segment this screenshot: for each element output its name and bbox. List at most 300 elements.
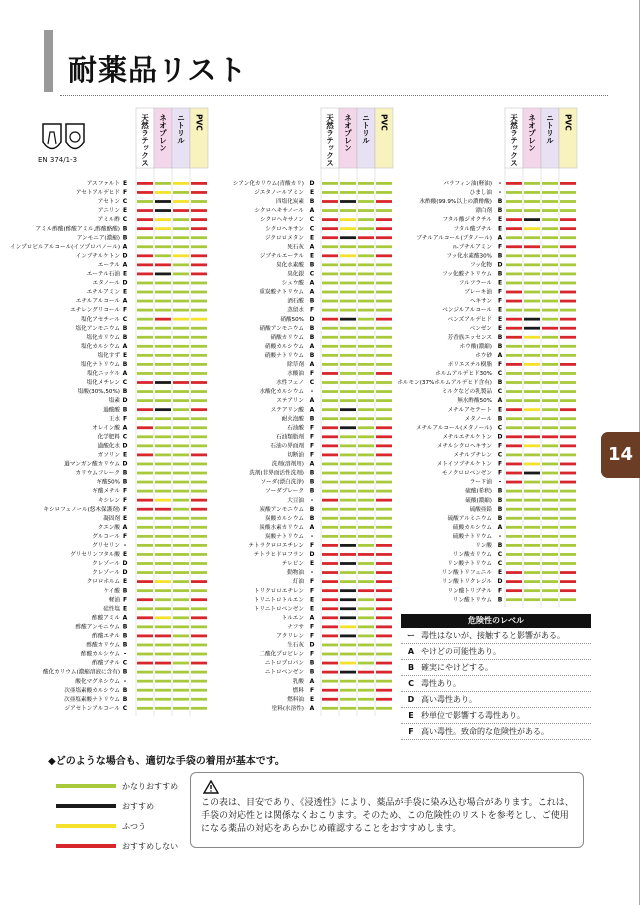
chemical-name: 硫酸ナトリウム <box>452 533 492 540</box>
rating-bar <box>173 689 189 692</box>
rating-bar <box>376 481 392 484</box>
column-header-label: ニトリル <box>176 114 186 144</box>
rating-bar <box>524 444 540 447</box>
rating-bar <box>137 263 153 266</box>
rating-bar <box>191 698 207 701</box>
rating-bar <box>137 553 153 556</box>
rating-bar <box>358 607 374 610</box>
rating-bar <box>524 417 540 420</box>
rating-bar <box>322 580 338 583</box>
rating-bar <box>358 598 374 601</box>
rating-bar <box>191 499 207 502</box>
rating-bar <box>173 363 189 366</box>
rating-bar <box>506 417 522 420</box>
rating-bar <box>322 309 338 312</box>
chemical-name: ベンジルアルコール <box>442 307 492 314</box>
chemical-name: エーテル <box>97 262 120 269</box>
rating-bar <box>358 653 374 656</box>
rating-bar <box>506 580 522 583</box>
rating-bar <box>506 200 522 203</box>
danger-level-code: A <box>309 342 315 350</box>
rating-bar <box>155 598 171 601</box>
rating-bar <box>376 263 392 266</box>
rating-bar <box>376 191 392 194</box>
rating-bar <box>173 490 189 493</box>
rating-bar <box>524 291 540 294</box>
danger-level-code: F <box>497 288 503 296</box>
rating-bar <box>155 499 171 502</box>
rating-bar <box>322 327 338 330</box>
rating-bar <box>506 191 522 194</box>
chemical-name: ジクロロメタン <box>264 235 304 242</box>
danger-level-code: - <box>310 388 314 396</box>
rating-bar <box>358 191 374 194</box>
column-header-label: ニトリル <box>361 114 371 144</box>
chemical-name: ベンズアルデヒド <box>447 316 492 323</box>
danger-level-code: A <box>309 361 315 368</box>
rating-bar <box>542 444 558 447</box>
rating-swatch <box>56 804 116 808</box>
rating-bar <box>340 680 356 683</box>
chemical-name: 炭酸ナトリウム <box>264 533 304 540</box>
chemical-name: 四塩化炭素 <box>276 199 304 206</box>
rating-bar <box>191 625 207 628</box>
chemical-name: 無水酢酸50% <box>457 398 492 405</box>
chemical-name: 次亜塩素酸カルシウム <box>64 687 120 694</box>
chemical-name: 硅性塩 <box>103 606 120 613</box>
danger-level-code: - <box>310 532 314 540</box>
rating-bar <box>506 589 522 592</box>
rating-bar <box>137 625 153 628</box>
chemical-name: モノクロロベンゼン <box>441 470 492 477</box>
rating-bar <box>542 399 558 402</box>
rating-bar <box>542 490 558 493</box>
rating-bar <box>506 553 522 556</box>
rating-bar <box>137 227 153 230</box>
rating-bar <box>542 571 558 574</box>
danger-level-code: B <box>309 415 315 423</box>
rating-bar <box>322 372 338 375</box>
danger-level-code: - <box>498 532 502 540</box>
rating-bar <box>524 544 540 547</box>
danger-level-code: D <box>309 551 315 559</box>
rating-bar <box>191 218 207 221</box>
danger-level-code: C <box>497 388 503 396</box>
danger-level-code: A <box>122 243 128 251</box>
danger-level-code: F <box>497 297 503 305</box>
rating-bar <box>340 635 356 638</box>
rating-bar <box>524 435 540 438</box>
rating-bar <box>137 426 153 429</box>
rating-bar <box>506 209 522 212</box>
rating-bar <box>340 444 356 447</box>
rating-bar <box>506 381 522 384</box>
danger-level-code: B <box>122 469 128 477</box>
rating-bar <box>542 345 558 348</box>
chemical-name: クロロホルム <box>86 579 120 586</box>
danger-level-code: F <box>122 596 128 604</box>
rating-bar <box>322 336 338 339</box>
rating-bar <box>560 282 576 285</box>
danger-level-code: A <box>122 424 128 432</box>
rating-bar <box>542 472 558 475</box>
rating-bar <box>137 707 153 710</box>
rating-bar <box>560 463 576 466</box>
rating-bar <box>137 580 153 583</box>
rating-bar <box>506 182 522 185</box>
rating-bar <box>358 571 374 574</box>
rating-bar <box>322 273 338 276</box>
rating-bar <box>340 381 356 384</box>
rating-bar <box>376 399 392 402</box>
danger-level-code: C <box>122 659 128 667</box>
rating-swatch <box>56 844 116 848</box>
rating-bar <box>560 526 576 529</box>
rating-bar <box>376 553 392 556</box>
chemical-name: 耐火泡酸 <box>281 416 304 423</box>
chemical-name: クレゾール <box>92 561 120 568</box>
danger-level-code: E <box>497 225 503 233</box>
rating-bar <box>506 499 522 502</box>
danger-level-code: C <box>309 270 315 278</box>
rating-bar <box>524 282 540 285</box>
chemical-name: ベンゼン <box>469 325 492 332</box>
danger-level-code: E <box>309 560 315 568</box>
rating-bar <box>137 472 153 475</box>
rating-bar <box>358 472 374 475</box>
rating-bar <box>322 435 338 438</box>
chemical-name: 硫酸アルミニウム <box>447 515 492 522</box>
rating-bar <box>542 327 558 330</box>
rating-bar <box>155 300 171 303</box>
rating-bar <box>340 227 356 230</box>
chemical-name: テレビン <box>281 561 304 568</box>
rating-bar <box>191 653 207 656</box>
chemical-name: トルエン <box>281 615 304 622</box>
rating-bar <box>322 625 338 628</box>
rating-bar <box>340 273 356 276</box>
rating-bar <box>155 680 171 683</box>
chemical-name: ジアセトンアルコール <box>64 705 120 712</box>
rating-bar <box>155 616 171 619</box>
rating-bar <box>560 399 576 402</box>
rating-bar <box>191 399 207 402</box>
rating-bar <box>322 209 338 212</box>
rating-legend-row <box>56 816 186 836</box>
usage-note: ◆どのような場合も、適切な手袋の着用が基本です。 <box>48 756 285 767</box>
chemical-name: 過酸化水 <box>97 443 120 450</box>
rating-bar <box>560 209 576 212</box>
chemical-name: フタル酸ジオクチル <box>442 217 492 224</box>
rating-bar <box>542 291 558 294</box>
chemical-name: ソーダブレーク <box>265 488 304 495</box>
rating-bar <box>524 372 540 375</box>
rating-bar <box>376 345 392 348</box>
rating-bar <box>358 481 374 484</box>
chemical-name: 過マンガン酸カリウム <box>64 461 120 468</box>
rating-bar <box>137 562 153 565</box>
rating-bar <box>322 363 338 366</box>
rating-bar <box>358 707 374 710</box>
rating-bar <box>322 245 338 248</box>
rating-bar <box>560 218 576 221</box>
rating-bar <box>376 589 392 592</box>
rating-bar <box>560 300 576 303</box>
rating-bar <box>173 390 189 393</box>
rating-bar <box>173 508 189 511</box>
rating-bar <box>358 444 374 447</box>
danger-legend-text: 高い毒性あり。 <box>421 695 477 704</box>
danger-level-code: E <box>122 578 128 586</box>
rating-bar <box>542 598 558 601</box>
danger-level-code: C <box>122 379 128 387</box>
rating-bar <box>322 635 338 638</box>
rating-bar <box>542 227 558 230</box>
rating-bar <box>376 245 392 248</box>
chemical-name: 石油の界面剤 <box>270 443 304 450</box>
rating-bar <box>560 318 576 321</box>
rating-bar <box>376 463 392 466</box>
rating-bar <box>191 254 207 257</box>
danger-level-code: B <box>122 478 128 486</box>
danger-level-code: E <box>497 315 503 323</box>
column-header-label: 天然ラテックス <box>509 114 519 167</box>
chemical-name: キシロフェノール(悠木保護剤) <box>43 506 120 513</box>
danger-level-code: F <box>497 361 503 368</box>
column-header-label: ネオプレン <box>158 114 168 152</box>
danger-legend-row <box>401 628 591 644</box>
rating-bar <box>155 381 171 384</box>
rating-bar <box>191 535 207 538</box>
danger-legend-title: 危険性のレベル <box>401 614 591 628</box>
danger-level-code: B <box>309 478 315 486</box>
chemical-name: フッ化酸ナトリウム <box>442 271 492 278</box>
rating-bar <box>340 254 356 257</box>
rating-bar <box>542 589 558 592</box>
danger-level-code: B <box>122 388 128 396</box>
rating-legend-row <box>56 796 186 816</box>
rating-bar <box>542 282 558 285</box>
rating-bar <box>191 662 207 665</box>
rating-bar <box>358 417 374 420</box>
rating-bar <box>340 625 356 628</box>
chemical-name: 洗剤(非界面活性洗剤) <box>249 470 304 477</box>
danger-level-code: F <box>122 532 128 540</box>
rating-bar <box>524 318 540 321</box>
chemical-name: 硝酸カルシウム <box>265 343 304 350</box>
rating-bar <box>191 472 207 475</box>
danger-level-code: D <box>497 261 503 269</box>
rating-bar <box>137 191 153 194</box>
danger-level-code: B <box>497 542 503 549</box>
rating-label: かなりおすすめ <box>122 781 179 791</box>
danger-level-code: A <box>309 243 315 251</box>
rating-bar <box>155 318 171 321</box>
danger-level-code: D <box>309 180 315 187</box>
chemical-name: シクロヘキサノール <box>254 208 304 215</box>
rating-bar <box>542 580 558 583</box>
rating-bar <box>542 390 558 393</box>
column-header-label: ネオプレン <box>343 114 353 152</box>
rating-bar <box>155 417 171 420</box>
chemical-name: 水酸化カルシウム <box>259 389 304 396</box>
rating-bar <box>376 336 392 339</box>
rating-bar <box>173 644 189 647</box>
rating-bar <box>155 182 171 185</box>
rating-bar <box>137 354 153 357</box>
rating-bar <box>322 707 338 710</box>
rating-bar <box>376 444 392 447</box>
rating-bar <box>155 291 171 294</box>
rating-bar <box>376 390 392 393</box>
chemical-name: 酢酸ブチル <box>92 660 120 667</box>
rating-bar <box>322 644 338 647</box>
rating-bar <box>322 300 338 303</box>
rating-bar <box>358 635 374 638</box>
rating-bar <box>506 354 522 357</box>
chemical-name: 酸化カリウム(濃縮溶液に含有) <box>42 669 120 676</box>
rating-bar <box>155 653 171 656</box>
rating-bar <box>322 463 338 466</box>
danger-level-code: D <box>122 442 128 450</box>
rating-bar <box>376 598 392 601</box>
rating-bar <box>358 580 374 583</box>
rating-bar <box>358 698 374 701</box>
rating-bar <box>322 200 338 203</box>
rating-bar <box>506 535 522 538</box>
chemical-name: 酒石酸 <box>287 298 304 305</box>
rating-bar <box>376 273 392 276</box>
rating-bar <box>376 417 392 420</box>
rating-bar <box>173 544 189 547</box>
rating-bar <box>340 526 356 529</box>
rating-bar <box>376 671 392 674</box>
chemical-name: 乳酸 <box>292 678 304 685</box>
danger-level-code: D <box>497 578 503 586</box>
rating-bar <box>155 191 171 194</box>
rating-bar <box>173 444 189 447</box>
chemical-name: 硝酸ナトリウム <box>264 352 304 359</box>
danger-level-code: - <box>310 569 314 577</box>
rating-bar <box>155 435 171 438</box>
danger-level-code: F <box>497 243 503 251</box>
danger-level-code: E <box>497 569 503 577</box>
rating-bar <box>322 571 338 574</box>
rating-bar <box>322 390 338 393</box>
rating-bar <box>191 526 207 529</box>
rating-bar <box>358 218 374 221</box>
rating-bar <box>506 282 522 285</box>
danger-legend-text: やけどの可能性あり。 <box>421 647 501 656</box>
danger-legend-row <box>401 660 591 676</box>
danger-level-code: - <box>123 677 127 685</box>
rating-bar <box>560 580 576 583</box>
rating-bar <box>155 263 171 266</box>
rating-bar <box>191 707 207 710</box>
rating-bar <box>137 517 153 520</box>
danger-level-code: F <box>309 442 315 450</box>
rating-bar <box>155 625 171 628</box>
rating-bar <box>340 354 356 357</box>
rating-bar <box>137 209 153 212</box>
rating-bar <box>358 227 374 230</box>
rating-bar <box>322 444 338 447</box>
chemical-name: ニトロプロパン <box>264 660 304 667</box>
danger-level-code: A <box>497 234 503 242</box>
rating-bar <box>542 481 558 484</box>
chemical-name: 石油類脂剤 <box>276 434 304 441</box>
rating-bar <box>137 508 153 511</box>
rating-bar <box>191 372 207 375</box>
rating-bar <box>340 481 356 484</box>
rating-bar <box>173 571 189 574</box>
rating-bar <box>155 508 171 511</box>
rating-bar <box>542 182 558 185</box>
rating-bar <box>524 245 540 248</box>
rating-bar <box>155 571 171 574</box>
danger-level-code: E <box>122 288 128 296</box>
chemical-name: ケイ酸 <box>103 588 120 595</box>
rating-bar <box>506 300 522 303</box>
rating-bar <box>155 481 171 484</box>
rating-bar <box>340 291 356 294</box>
rating-bar <box>358 291 374 294</box>
danger-level-code: F <box>122 505 128 513</box>
rating-bar <box>155 444 171 447</box>
chemical-name: ひまし油 <box>469 190 492 197</box>
rating-bar <box>191 309 207 312</box>
rating-bar <box>524 481 540 484</box>
rating-bar <box>340 454 356 457</box>
rating-bar <box>376 282 392 285</box>
rating-bar <box>560 535 576 538</box>
rating-bar <box>542 209 558 212</box>
rating-bar <box>542 562 558 565</box>
rating-bar <box>191 282 207 285</box>
danger-legend-code: E <box>408 711 414 720</box>
rating-bar <box>542 544 558 547</box>
rating-bar <box>322 381 338 384</box>
rating-bar <box>506 245 522 248</box>
rating-bar <box>524 517 540 520</box>
rating-bar <box>173 535 189 538</box>
chemical-name: ホウ酸(濃縮) <box>459 343 492 350</box>
rating-bar <box>173 653 189 656</box>
rating-bar <box>137 680 153 683</box>
rating-bar <box>322 607 338 610</box>
rating-bar <box>340 671 356 674</box>
column-header-label: 天然ラテックス <box>140 114 150 167</box>
chemical-name: 酢酸エチル <box>92 633 120 640</box>
rating-bar <box>191 245 207 248</box>
danger-level-code: B <box>309 514 315 522</box>
chemical-name: ギ酸50% <box>96 479 120 486</box>
rating-bar <box>340 399 356 402</box>
rating-bar <box>524 399 540 402</box>
rating-bar <box>524 345 540 348</box>
rating-bar <box>137 245 153 248</box>
danger-level-code: A <box>122 297 128 305</box>
chemical-name: 塗料(水溶性) <box>271 705 304 712</box>
danger-legend-code: ー <box>407 631 415 640</box>
rating-bar <box>155 354 171 357</box>
chemical-name: メチルアセテート <box>447 407 492 414</box>
rating-bar <box>322 562 338 565</box>
danger-level-code: B <box>497 198 503 206</box>
rating-bar <box>191 680 207 683</box>
rating-bar <box>358 309 374 312</box>
danger-level-code: C <box>309 379 315 387</box>
